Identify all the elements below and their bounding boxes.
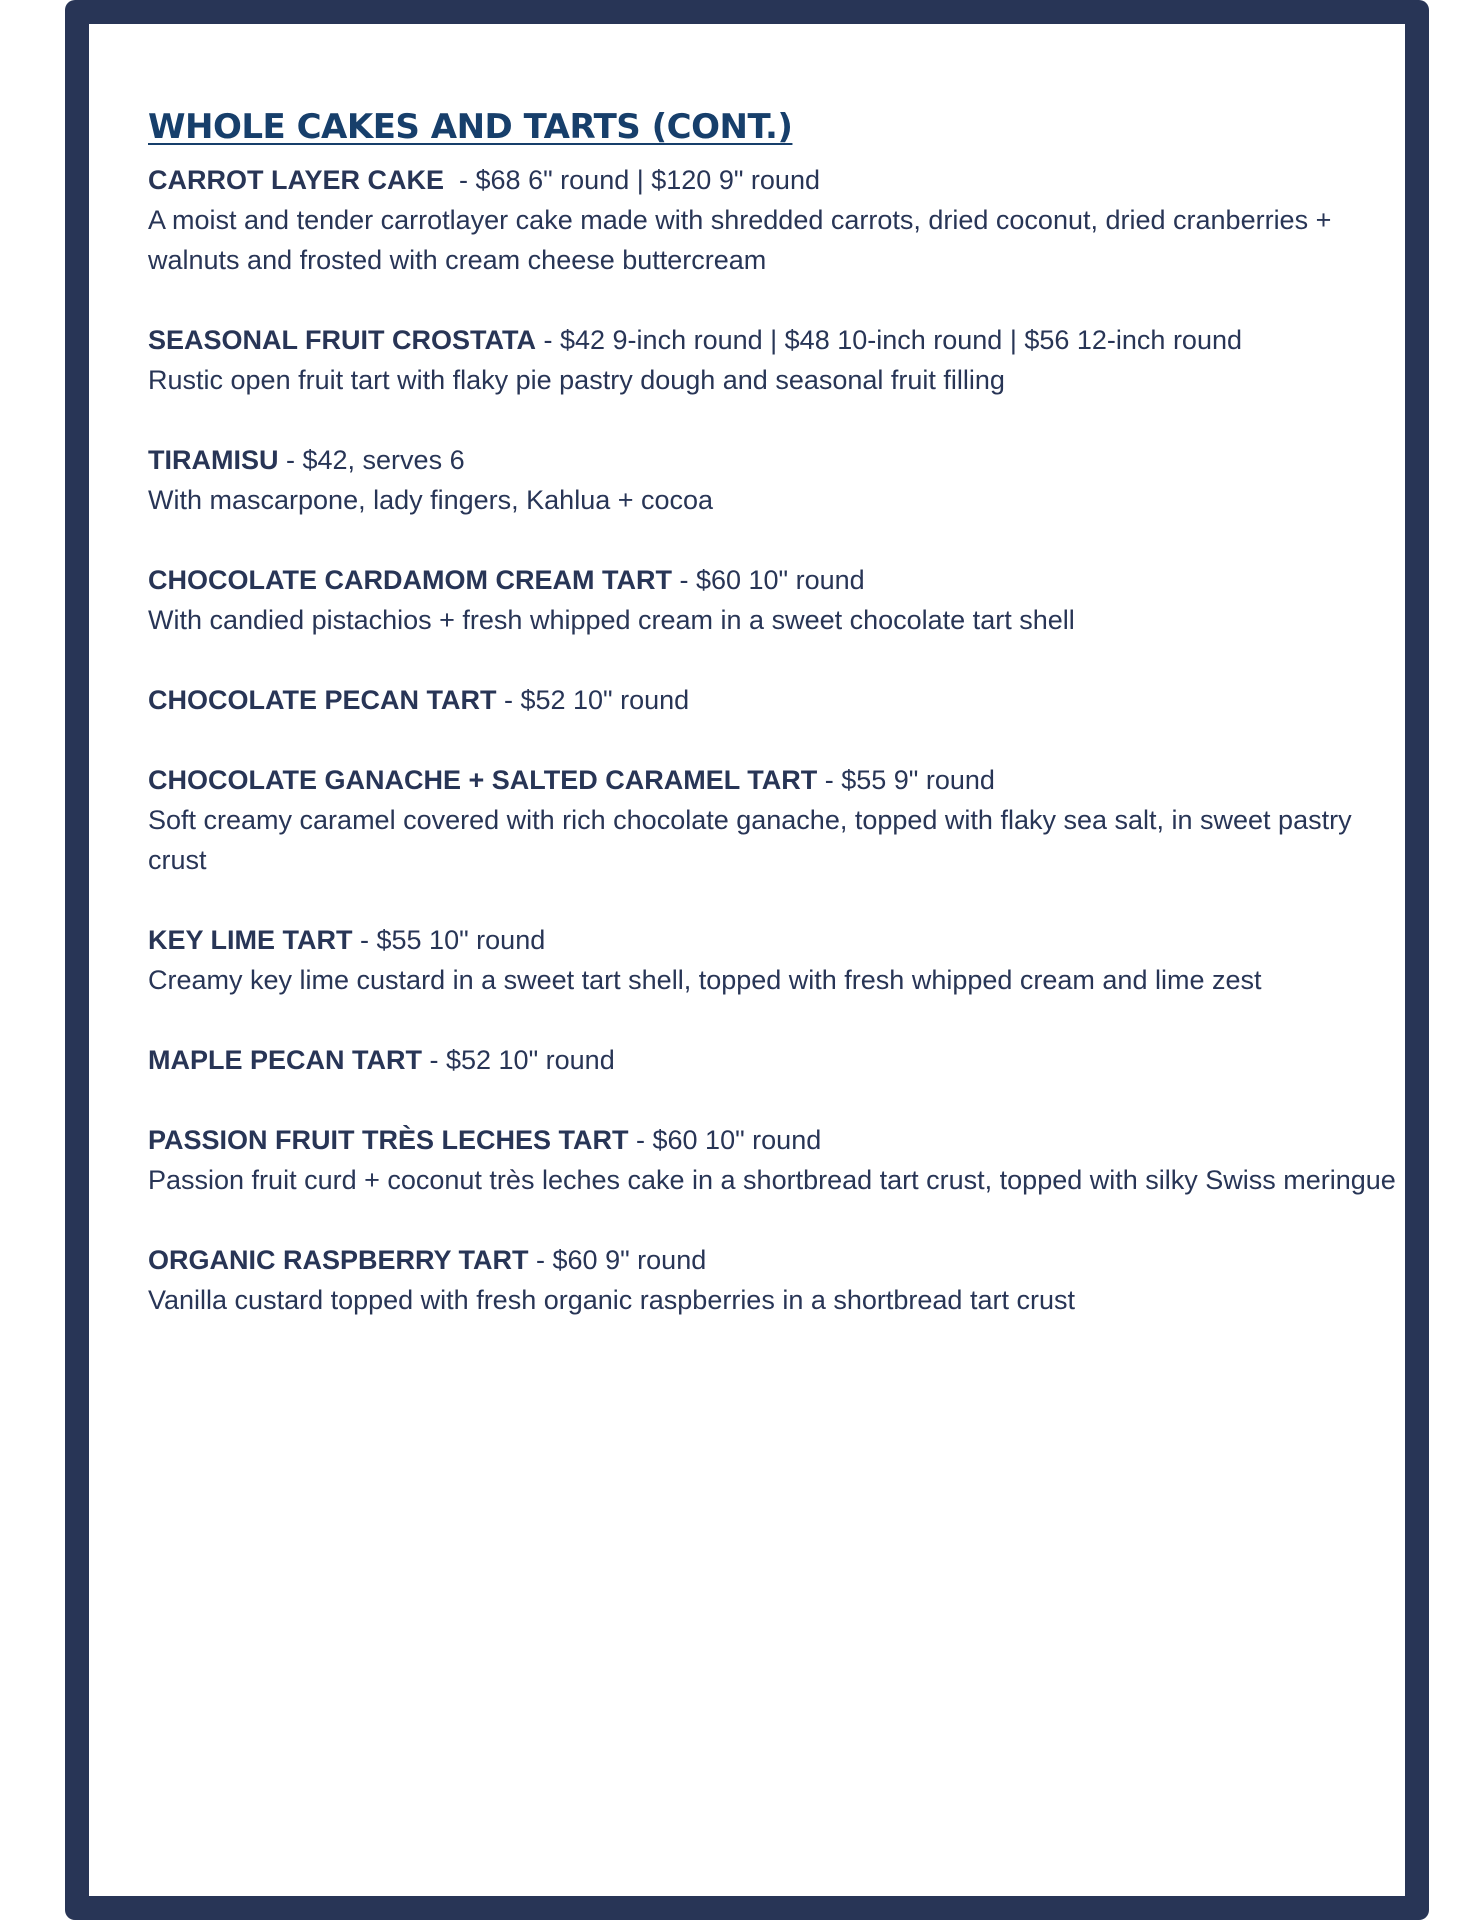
menu-item-name: SEASONAL FRUIT CROSTATA xyxy=(148,325,536,355)
menu-item-name: CHOCOLATE GANACHE + SALTED CARAMEL TART xyxy=(148,765,818,795)
menu-item-description: With mascarpone, lady fingers, Kahlua + cocoa xyxy=(148,485,714,515)
page-border xyxy=(65,0,1429,1920)
menu-item-description: Vanilla custard topped with fresh organic raspberries in a shortbread tart crust xyxy=(148,1285,1075,1315)
menu-item xyxy=(148,560,1398,640)
menu-item-price: - $42, serves 6 xyxy=(278,445,465,475)
menu-item-heading xyxy=(148,1040,1398,1080)
menu-item-description: With candied pistachios + fresh whipped cream in a sweet chocolate tart shell xyxy=(148,605,1075,635)
menu-item-description: Rustic open fruit tart with flaky pie pastry dough and seasonal fruit filling xyxy=(148,365,1005,395)
menu-item xyxy=(148,920,1398,1000)
menu-item xyxy=(148,1120,1398,1200)
menu-item-description: Soft creamy caramel covered with rich chocolate ganache, topped with flaky sea salt, in sweet pastry crust xyxy=(148,805,1352,875)
menu-item-description: A moist and tender carrotlayer cake made with shredded carrots, dried coconut, dried cranberries + walnuts and frosted with cream cheese buttercream xyxy=(148,205,1332,275)
menu-item-name: TIRAMISU xyxy=(148,445,279,475)
menu-item xyxy=(148,1240,1398,1320)
menu-item xyxy=(148,160,1398,280)
menu-item-price: - $55 9" round xyxy=(817,765,995,795)
menu-item-name: MAPLE PECAN TART xyxy=(148,1045,422,1075)
menu-item-list xyxy=(148,160,1398,1320)
menu-item-price: - $42 9-inch round | $48 10-inch round | $56 12-inch round xyxy=(536,325,1242,355)
menu-item-heading xyxy=(148,1120,1398,1160)
menu-item-price: - $60 10" round xyxy=(628,1125,822,1155)
menu-item-heading xyxy=(148,1240,1398,1280)
menu-item-price: - $60 10" round xyxy=(671,565,865,595)
menu-item xyxy=(148,320,1398,400)
menu-item-heading xyxy=(148,440,1398,480)
menu-item-name: PASSION FRUIT TRÈS LECHES TART xyxy=(148,1125,629,1155)
menu-item-description: Passion fruit curd + coconut très leches cake in a shortbread tart crust, topped with silky Swiss meringue xyxy=(148,1165,1396,1195)
menu-item xyxy=(148,760,1398,880)
menu-item-price: - $52 10" round xyxy=(422,1045,615,1075)
section-title: WHOLE CAKES AND TARTS (CONT.) xyxy=(148,107,793,147)
menu-item-name: CHOCOLATE PECAN TART xyxy=(148,685,497,715)
menu-item xyxy=(148,1040,1398,1080)
menu-item-name: CHOCOLATE CARDAMOM CREAM TART xyxy=(148,565,672,595)
menu-item-price: - $68 6" round | $120 9" round xyxy=(444,165,820,195)
menu-item xyxy=(148,680,1398,720)
menu-item-heading xyxy=(148,920,1398,960)
menu-item-heading xyxy=(148,680,1398,720)
menu-item-name: KEY LIME TART xyxy=(148,925,353,955)
menu-content xyxy=(148,100,1398,1360)
menu-item xyxy=(148,440,1398,520)
menu-item-heading xyxy=(148,560,1398,600)
menu-item-description: Creamy key lime custard in a sweet tart shell, topped with fresh whipped cream and lime zest xyxy=(148,965,1262,995)
menu-item-price: - $52 10" round xyxy=(496,685,690,715)
menu-item-heading xyxy=(148,760,1398,800)
menu-item-name: CARROT LAYER CAKE xyxy=(148,165,445,195)
menu-item-name: ORGANIC RASPBERRY TART xyxy=(148,1245,529,1275)
menu-item-heading xyxy=(148,160,1398,200)
menu-item-price: - $60 9" round xyxy=(528,1245,707,1275)
menu-item-price: - $55 10" round xyxy=(352,925,546,955)
menu-page xyxy=(89,24,1405,1896)
menu-item-heading xyxy=(148,320,1398,360)
